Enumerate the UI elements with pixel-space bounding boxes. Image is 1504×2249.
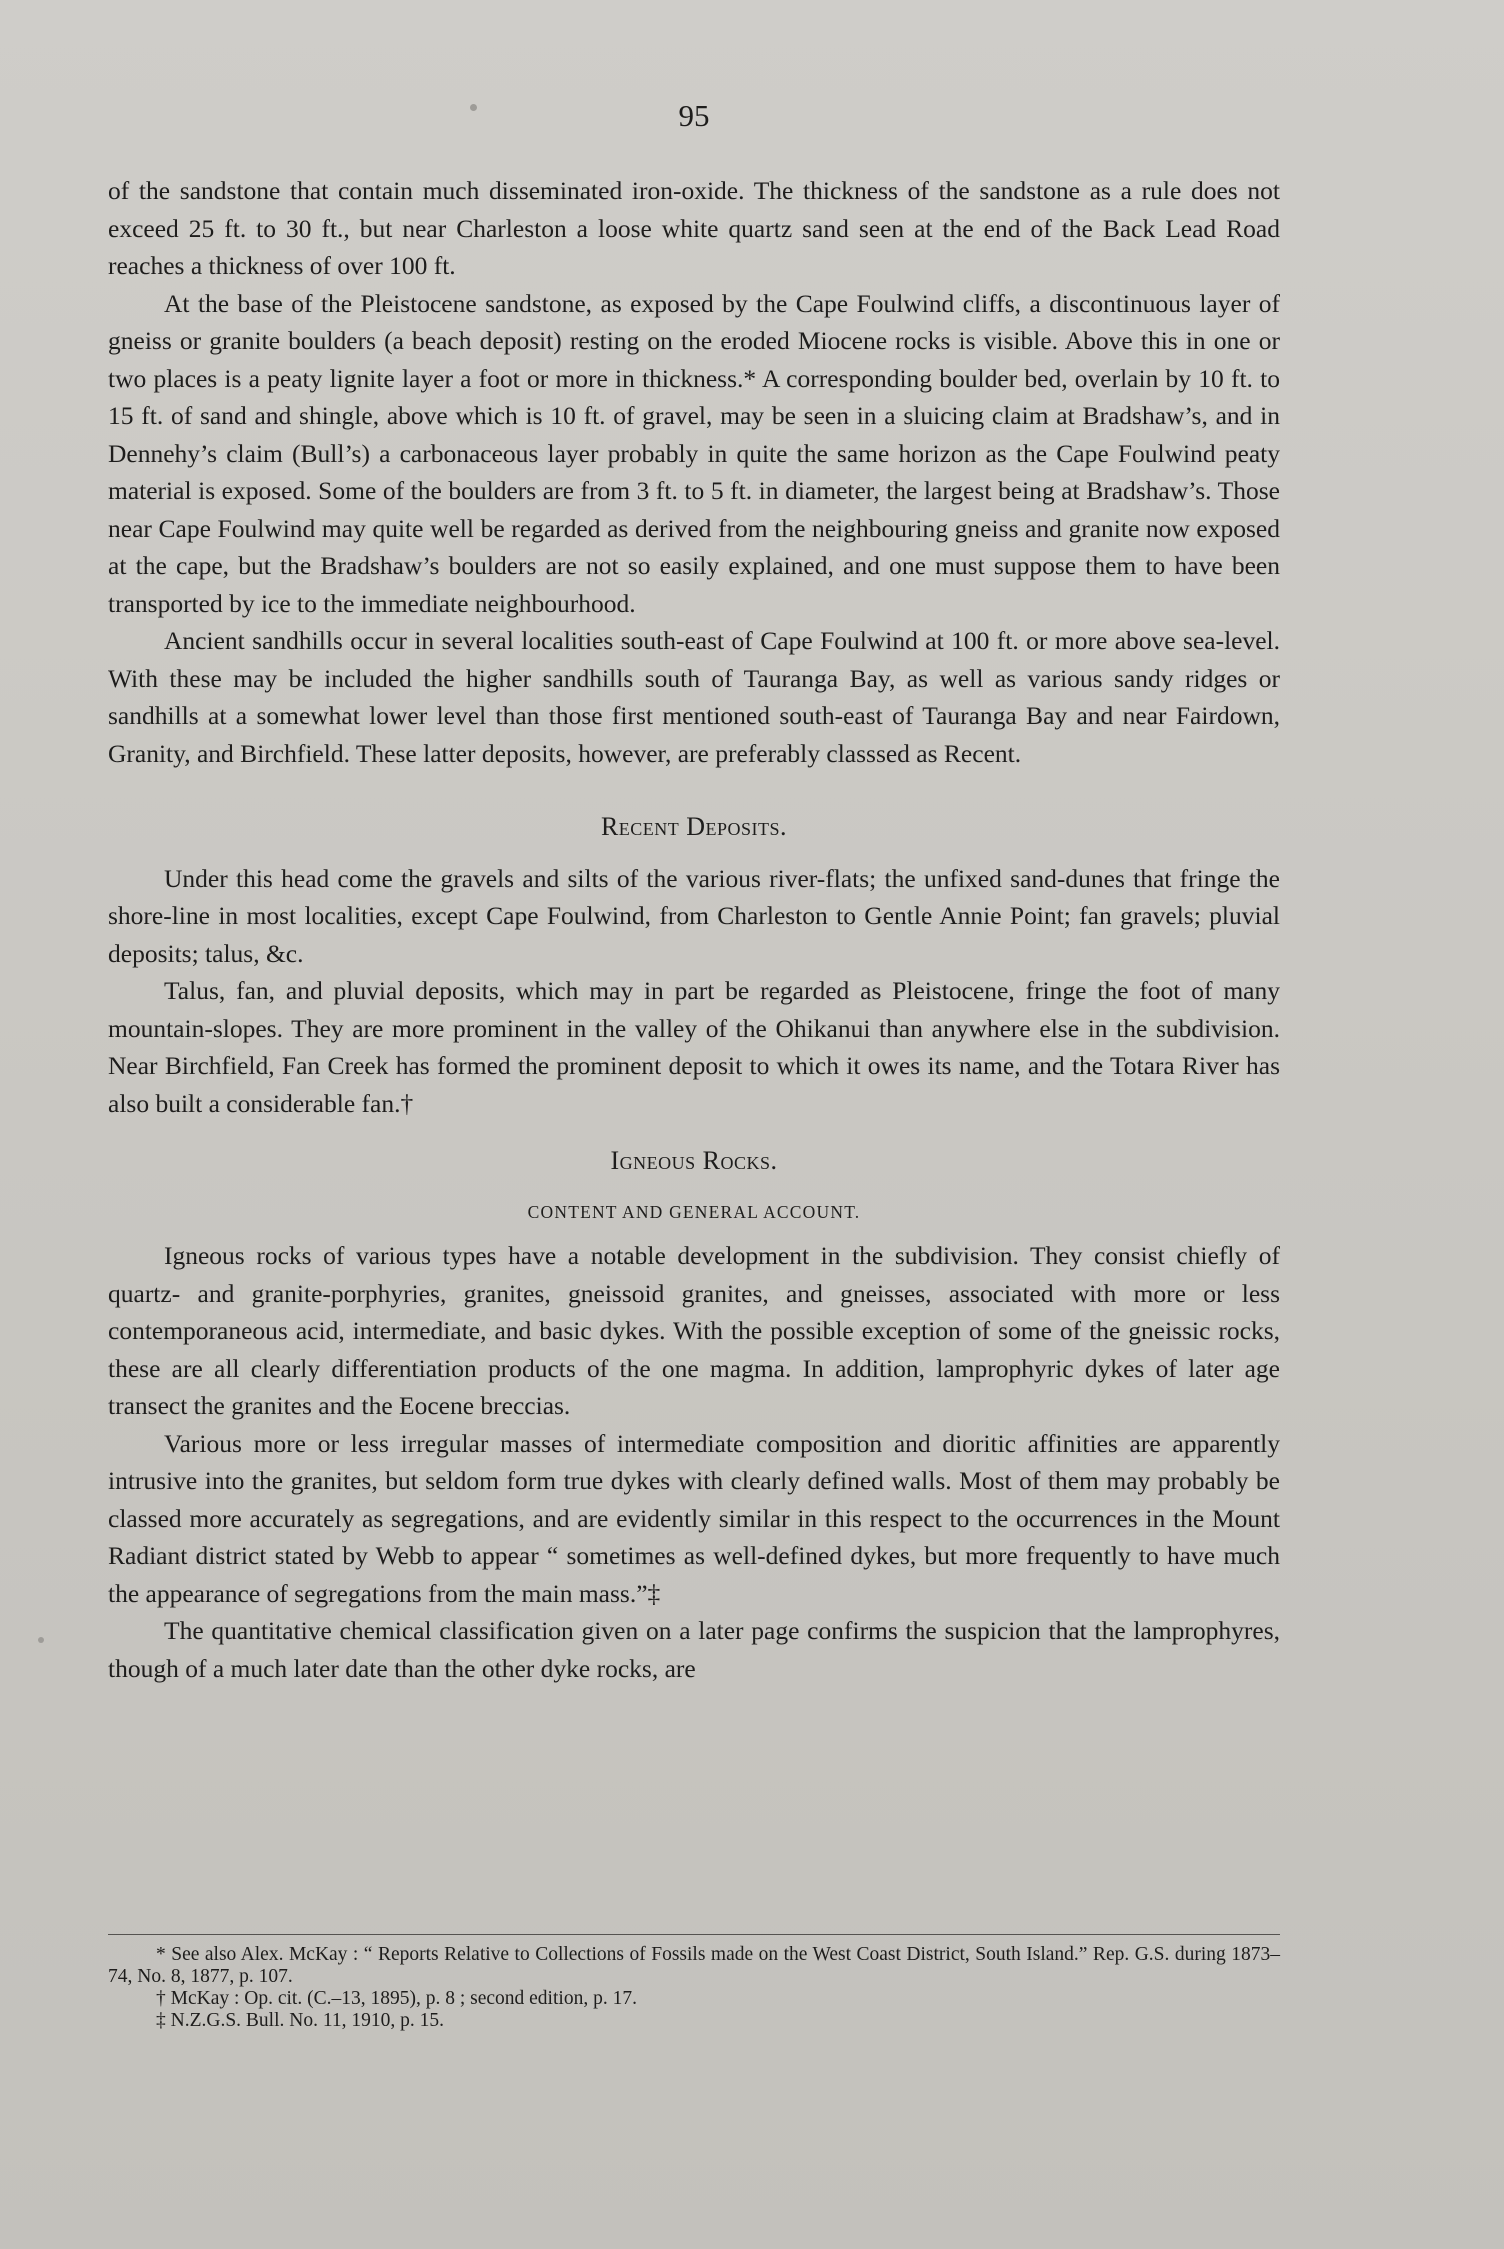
body-text [108,172,1280,1687]
section-heading-recent-deposits: Recent Deposits. [600,812,788,841]
page-number: 95 [678,98,710,133]
footnote-divider [108,1934,1280,1935]
document-page [108,0,1280,2249]
paper-mark [38,1637,44,1643]
paragraph-2: At the base of the Pleistocene sandstone, as exposed by the Cape Foulwind cliffs, a discontinuous layer of gneiss or granite boulders (a beach deposit) resting on the eroded Miocene rocks is visible. Above this in one or two places is a peaty lignite layer a foot or more in thickness.* A corresponding boulder bed, overlain by 10 ft. to 15 ft. of sand and shingle, above which is 10 ft. of gravel, may be seen in a sluicing claim at Bradshaw’s, and in Dennehy’s claim (Bull’s) a carbonaceous layer probably in quite the same horizon as the Cape Foulwind peaty material is exposed. Some of the boulders are from 3 ft. to 5 ft. in diameter, the largest being at Bradshaw’s. Those near Cape Foulwind may quite well be regarded as derived from the neighbouring gneiss and granite now exposed at the cape, but the Bradshaw’s boulders are not so easily explained, and one must suppose them to have been transported by ice to the immediate neighbourhood. [108,288,1280,618]
footnote-star: * See also Alex. McKay : “ Reports Relative to Collections of Fossils made on the West Coast District, South Island.” Rep. G.S. during 1873–74, No. 8, 1877, p. 107. [108,1944,1280,1987]
footnote-dagger: † McKay : Op. cit. (C.–13, 1895), p. 8 ; second edition, p. 17. [156,1988,637,2009]
paragraph-4: Under this head come the gravels and silts of the various river-flats; the unfixed sand-dunes that fringe the shore-line in most localities, except Cape Foulwind, from Charleston to Gentle Annie Point; fan gravels; pluvial deposits; talus, &c. [108,863,1280,968]
subheading-content-general-account: CONTENT AND GENERAL ACCOUNT. [527,1201,861,1222]
paragraph-7: Various more or less irregular masses of intermediate composition and dioritic affinities are apparently intrusive into the granites, but seldom form true dykes with clearly defined walls. Most of them may probably be classed more accurately as segregations, and are evidently similar in this respect to the occurrences in the Mount Radiant district stated by Webb to appear “ sometimes as well-defined dykes, but more frequently to have much the appearance of segregations from the main mass.”‡ [108,1428,1280,1608]
paragraph-6: Igneous rocks of various types have a notable development in the subdivision. They consist chiefly of quartz- and granite-porphyries, granites, gneissoid granites, and gneisses, associated with more or less contemporaneous acid, intermediate, and basic dykes. With the possible exception of some of the gneissic rocks, these are all clearly differentiation products of the one magma. In addition, lamprophyric dykes of later age transect the granites and the Eocene breccias. [108,1241,1280,1420]
paragraph-3: Ancient sandhills occur in several localities south-east of Cape Foulwind at 100 ft. or more above sea-level. With these may be included the higher sandhills south of Tauranga Bay, as well as various sandy ridges or sandhills at a somewhat lower level than those first mentioned south-east of Tauranga Bay and near Fairdown, Granity, and Birchfield. These latter deposits, however, are preferably classsed as Recent. [108,626,1280,768]
paragraph-1: of the sandstone that contain much disseminated iron-oxide. The thickness of the sandstone as a rule does not exceed 25 ft. to 30 ft., but near Charleston a loose white quartz sand seen at the end of the Back Lead Road reaches a thickness of over 100 ft. [108,176,1280,280]
paragraph-5: Talus, fan, and pluvial deposits, which may in part be regarded as Pleistocene, fringe the foot of many mountain-slopes. They are more prominent in the valley of the Ohikanui than anywhere else in the subdivision. Near Birchfield, Fan Creek has formed the prominent deposit to which it owes its name, and the Totara River has also built a considerable fan.† [108,976,1280,1118]
footnote-double-dagger: ‡ N.Z.G.S. Bull. No. 11, 1910, p. 15. [156,2010,444,2031]
section-heading-igneous-rocks: Igneous Rocks. [610,1146,778,1175]
footnotes [108,1944,1280,2032]
paragraph-8: The quantitative chemical classification given on a later page confirms the suspicion that the lamprophyres, though of a much later date than the other dyke rocks, are [108,1616,1280,1683]
